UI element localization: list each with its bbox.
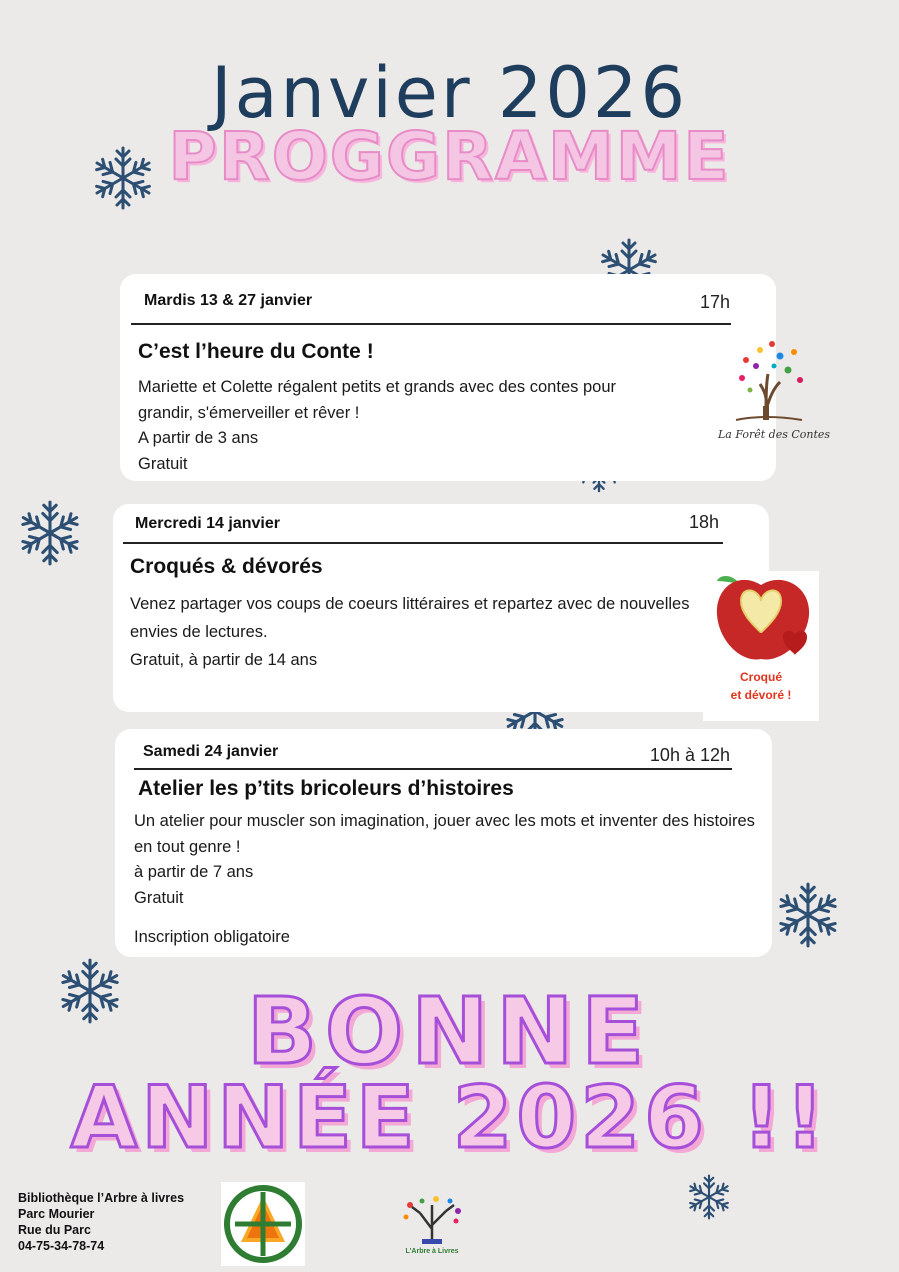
event-time: 10h à 12h [649, 745, 730, 765]
event-line: Mariette et Colette régalent petits et grands avec des contes pour grandir, s'émerveiller et rêver ! [138, 378, 616, 422]
greeting-line-1: BONNE [246, 978, 653, 1085]
event-line: A partir de 3 ans [138, 429, 259, 447]
divider [123, 542, 723, 544]
library-street: Rue du Parc [18, 1223, 91, 1237]
event-time: 17h [699, 292, 730, 312]
event-date: Mardis 13 & 27 janvier [144, 292, 313, 309]
event-title: C’est l’heure du Conte ! [138, 340, 374, 363]
club-logo [221, 1182, 305, 1266]
library-place: Parc Mourier [18, 1207, 95, 1221]
snowflake-icon [88, 143, 158, 213]
foret-des-contes-logo [716, 332, 832, 450]
greeting-line-2: ANNÉE 2026 !! [70, 1068, 829, 1168]
event-description [130, 648, 690, 674]
month-title: Janvier 2026 [210, 52, 689, 134]
snowflake-icon [684, 1172, 734, 1222]
event-line: à partir de 7 ans [134, 863, 254, 881]
event-date: Mercredi 14 janvier [135, 515, 280, 532]
event-description [134, 809, 760, 951]
event-title: Atelier les p’tits bricoleurs d’histoires [138, 777, 514, 800]
event-description [138, 375, 616, 477]
divider [134, 768, 732, 770]
event-line: Inscription obligatoire [134, 928, 290, 946]
library-phone: 04-75-34-78-74 [18, 1239, 105, 1253]
apple-caption-line: et dévoré ! [730, 688, 792, 702]
logo-caption: L'Arbre à Livres [405, 1248, 459, 1255]
programme-title: PROGGRAMME [168, 118, 731, 195]
event-time: 18h [688, 512, 719, 532]
apple-caption [703, 668, 819, 704]
event-title: Croqués & dévorés [130, 555, 323, 578]
divider [131, 323, 731, 325]
event-date: Samedi 24 janvier [143, 743, 279, 760]
event-line: Gratuit, à partir de 14 ans [130, 651, 318, 669]
event-line: Gratuit [138, 454, 188, 473]
event-line: Un atelier pour muscler son imagination, jouer avec les mots et inventer des histoires en tout genre ! [134, 812, 755, 856]
apple-heart-image [711, 571, 815, 667]
snowflake-icon [772, 879, 844, 951]
library-name: Bibliothèque l’Arbre à livres [18, 1191, 185, 1205]
event-line: Gratuit [134, 888, 184, 907]
arbre-a-livres-logo [392, 1191, 472, 1257]
footer-address [18, 1190, 184, 1254]
apple-caption-line: Croqué [740, 670, 782, 684]
event-description [130, 590, 690, 646]
logo-caption: La Forêt des Contes [717, 428, 831, 441]
snowflake-icon [14, 497, 86, 569]
event-line: Venez partager vos coups de coeurs littéraires et repartez avec de nouvelles envies de lectures. [130, 595, 690, 641]
